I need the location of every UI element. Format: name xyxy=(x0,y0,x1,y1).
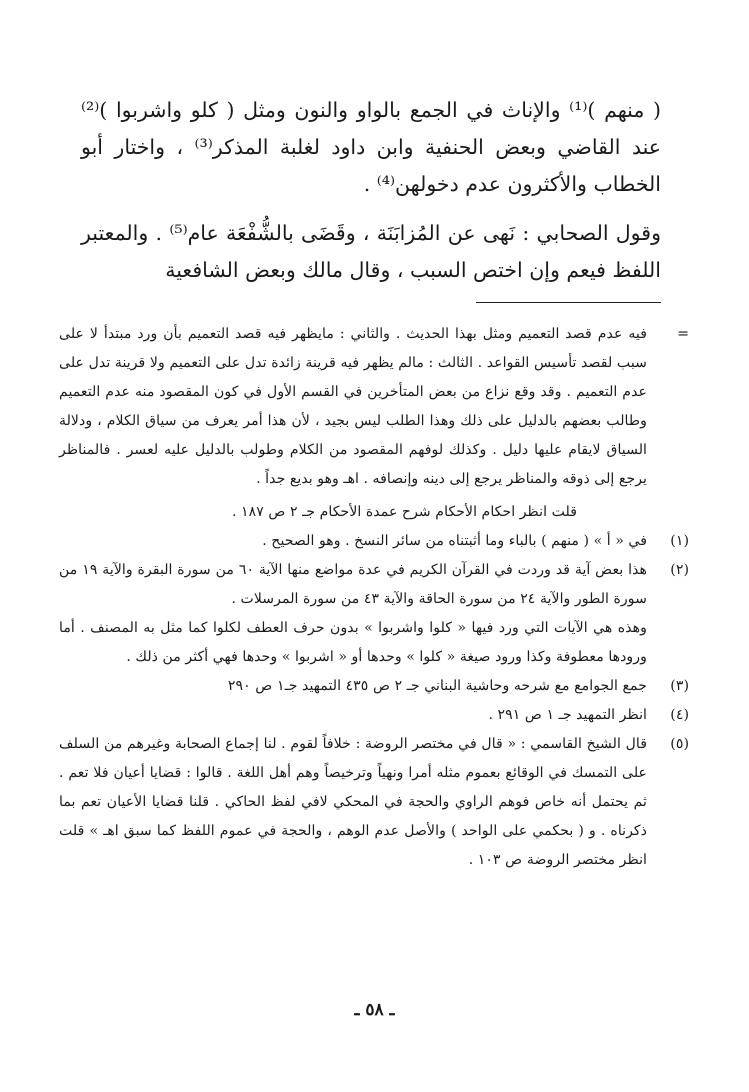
footnote-text: في « أ » ( منهم ) بالباء وما أثبتناه من سائر النسخ . وهو الصحيح . xyxy=(262,533,647,549)
footnote-5 xyxy=(59,730,689,875)
footnote-separator xyxy=(476,302,661,303)
footnote-2 xyxy=(59,556,689,614)
footnote-number: (٣) xyxy=(670,678,689,694)
footnote-continuation xyxy=(59,320,689,494)
main-paragraph-1: ( منهم )⁽¹⁾ والإناث في الجمع بالواو والنون ومثل ( كلو واشربوا )⁽²⁾ عند القاضي وبعض الحنفية وابن داود لغلبة المذكر⁽³⁾ ، واختار أبو الخطاب والأكثرون عدم دخولهن⁽⁴⁾ . xyxy=(81,98,662,196)
footnote-number: (١) xyxy=(670,533,689,549)
page-number: ـ ٥٨ ـ xyxy=(354,1000,395,1020)
main-paragraph-2: وقول الصحابي : نَهى عن المُزابَنَة ، وقَضَى بالشُّفْعَة عام⁽⁵⁾ . والمعتبر اللفظ فيعم وإن اختص السبب ، وقال مالك وبعض الشافعية xyxy=(81,221,661,282)
footnote-1 xyxy=(59,527,689,556)
footnote-text: جمع الجوامع مع شرحه وحاشية البناني جـ ٢ ص ٤٣٥ التمهيد جـ١ ص ٢٩٠ xyxy=(227,678,647,694)
footnote-continuation-reference xyxy=(59,498,689,527)
footnote-text: قلت انظر احكام الأحكام شرح عمدة الأحكام جـ ٢ ص ١٨٧ . xyxy=(231,504,577,520)
footnote-2-continued xyxy=(59,614,689,672)
footnote-text: هذا بعض آية قد وردت في القرآن الكريم في عدة مواضع منها الآية ٦٠ من سورة البقرة والآية ١٩ من سورة الطور والآية ٢٤ من سورة الحاقة والآية ٤٣ من سورة المرسلات . xyxy=(59,562,647,607)
footnote-3 xyxy=(59,672,689,701)
footnote-number: (٢) xyxy=(670,562,689,578)
footnote-text: قال الشيخ القاسمي : « قال في مختصر الروضة : خلافاً لقوم . لنا إجماع الصحابة وغيرهم من السلف على التمسك في الوقائع بعموم مثله أمرا ونهياً وترخيصاً وهم أهل اللغة . قالوا : قضايا أعيان فلا تعم . ثم يحتمل أنه خاص فوهم الراوي والحجة في المحكي لافي لفظ الحاكي . قلنا قضايا الأعيان تعم بما ذكرناه . و ( بحكمي على الواحد ) والأصل عدم الوهم ، والحجة في عموم اللفظ كما سبق اهـ » قلت انظر مختصر الروضة ص ١٠٣ . xyxy=(59,736,647,868)
continuation-marker: = xyxy=(677,326,689,342)
main-text xyxy=(81,92,661,289)
footnotes xyxy=(59,320,689,875)
footnote-4 xyxy=(59,701,689,730)
footnote-text: انظر التمهيد جـ ١ ص ٢٩١ . xyxy=(488,707,647,723)
footnote-text: فيه عدم قصد التعميم ومثل بهذا الحديث . والثاني : مايظهر فيه قصد التعميم بأن ورد مبتدأ لا على سبب لقصد تأسيس القواعد . الثالث : مالم يظهر فيه قرينة زائدة تدل على التعميم ولا قرينة تدل على عدم التعميم . وقد وقع نزاع من بعض المتأخرين في القسم الأول في كون المقصود منه عدم التعميم وطالب بعضهم بالدليل على ذلك وهذا الطلب ليس بجيد ، لأن هذا أمر يعرف من سياق الكلام ، ودلالة السياق لايقام عليها دليل . وكذلك لوفهم المقصود من الكلام وطولب بالدليل عليه لعسر . فالمناظر يرجع إلى ذوقه والمناظر يرجع إلى دينه وإنصافه . اهـ وهو بديع جداً . xyxy=(59,326,647,487)
footnote-number: (٥) xyxy=(670,736,689,752)
footnote-number: (٤) xyxy=(670,707,689,723)
footnote-text: وهذه هي الآيات التي ورد فيها « كلوا واشربوا » بدون حرف العطف لكلوا كما مثل به المصنف . أما ورودها معطوفة وكذا ورود صيغة « كلوا » وحدها أو « اشربوا » وحدها فهي أكثر من ذلك . xyxy=(59,620,647,665)
